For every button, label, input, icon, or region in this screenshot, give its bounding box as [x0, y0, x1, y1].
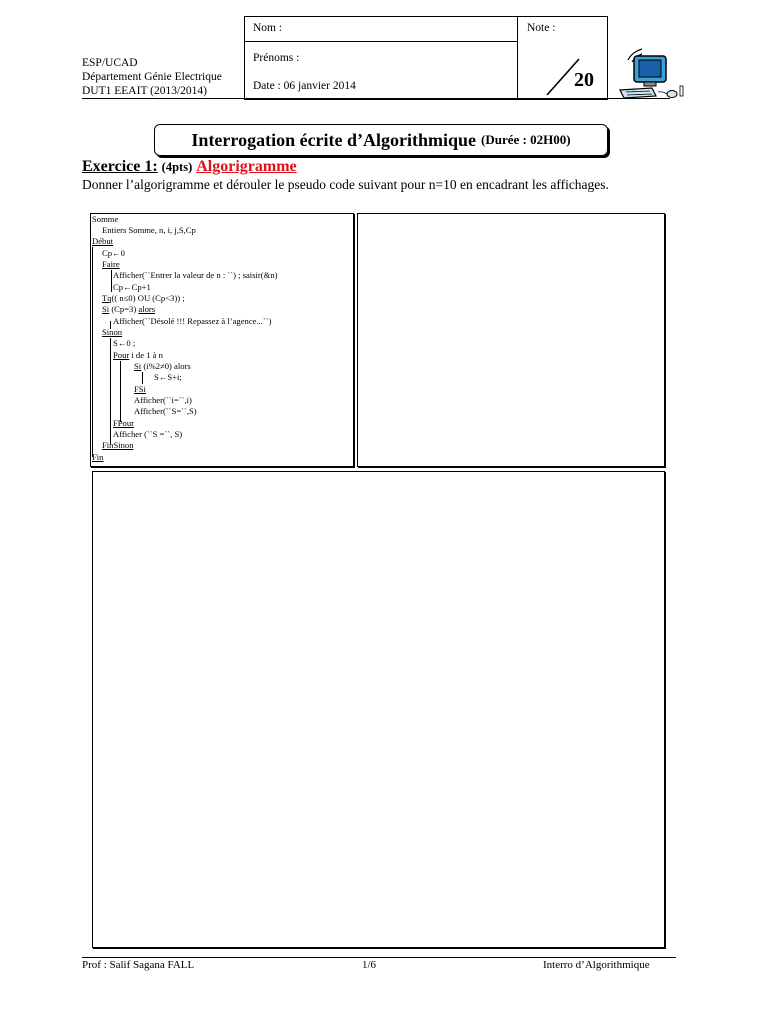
note-label: Note :	[527, 22, 556, 34]
exercise-points: (4pts)	[161, 160, 193, 174]
exercise-topic: Algorigramme	[196, 158, 297, 175]
code-line: Afficher(``i=``,i)	[134, 395, 192, 405]
si-inner-condition: (i%2≠0) alors	[141, 361, 191, 371]
code-line: Début	[92, 236, 114, 246]
keyword-alors: alors	[138, 304, 156, 314]
code-line: Faire	[102, 259, 120, 269]
code-line: Entiers Somme, n, i, j,S,Cp	[102, 225, 196, 235]
keyword-pour: Pour	[113, 350, 130, 360]
tq-condition: (( n≤0) OU (Cp<3)) ;	[111, 293, 185, 303]
institution-line-1: ESP/UCAD	[82, 57, 138, 69]
pour-range: i de 1 à n	[129, 350, 163, 360]
block-bar-pour	[120, 361, 121, 422]
code-line: Cp←Cp+1	[113, 282, 151, 292]
exam-duration: (Durée : 02H00)	[481, 132, 571, 147]
si-condition: (Cp=3)	[109, 304, 139, 314]
code-line	[134, 361, 191, 371]
institution-line-2: Département Génie Electrique	[82, 71, 222, 83]
code-line	[102, 304, 155, 314]
code-line: FSi	[134, 384, 146, 394]
exercise-heading	[82, 158, 297, 176]
code-line: S←S+i;	[154, 372, 182, 382]
block-bar-si-inner	[142, 372, 143, 384]
institution-line-3: DUT1 EEAIT (2013/2014)	[82, 85, 207, 97]
code-line: S←0 ;	[113, 338, 136, 348]
exercise-title: Exercice 1:	[82, 158, 158, 175]
code-line: Fin	[92, 452, 104, 462]
block-bar-main	[92, 247, 93, 457]
footer-author: Prof : Salif Sagana FALL	[82, 959, 195, 971]
code-line	[113, 350, 163, 360]
footer-course: Interro d’Algorithmique	[543, 959, 650, 971]
code-line: Cp←0	[102, 248, 125, 258]
answer-box-side	[357, 213, 665, 467]
answer-box-main	[92, 471, 665, 948]
note-total: 20	[574, 69, 594, 91]
block-bar-faire	[111, 270, 112, 292]
student-info-box	[244, 16, 608, 100]
exam-title-box	[154, 124, 608, 156]
pseudocode-box	[90, 213, 354, 467]
info-box-divider	[517, 17, 518, 99]
code-line: Afficher (``S =``, S)	[113, 429, 183, 439]
footer-divider	[82, 957, 676, 958]
code-line: Afficher(``S=``,S)	[134, 406, 197, 416]
code-line	[102, 293, 185, 303]
nom-field-label: Nom :	[253, 22, 283, 34]
exam-date: Date : 06 janvier 2014	[253, 80, 356, 92]
computer-icon	[612, 44, 684, 102]
code-line: FinSinon	[102, 440, 134, 450]
block-bar-sinon	[110, 338, 111, 444]
exercise-instruction: Donner l’algorigramme et dérouler le pseudo code suivant pour n=10 en encadrant les affichages.	[82, 177, 609, 192]
code-line: FPour	[113, 418, 135, 428]
exam-title: Interrogation écrite d’Algorithmique	[191, 129, 477, 150]
code-line: Sinon	[102, 327, 123, 337]
keyword-si: Si	[102, 304, 110, 314]
code-line: Afficher(``Désolé !!! Repassez à l’agence...``)	[113, 316, 272, 326]
code-line: Somme	[92, 214, 119, 224]
footer-page-number: 1/6	[362, 959, 377, 971]
keyword-tq: Tq	[102, 293, 112, 303]
prenoms-field-label: Prénoms :	[253, 52, 300, 64]
code-line: Afficher(``Entrer la valeur de n : ``) ; saisir(&n)	[113, 270, 278, 280]
info-box-row-divider	[245, 41, 517, 42]
keyword-si-inner: Si	[134, 361, 142, 371]
